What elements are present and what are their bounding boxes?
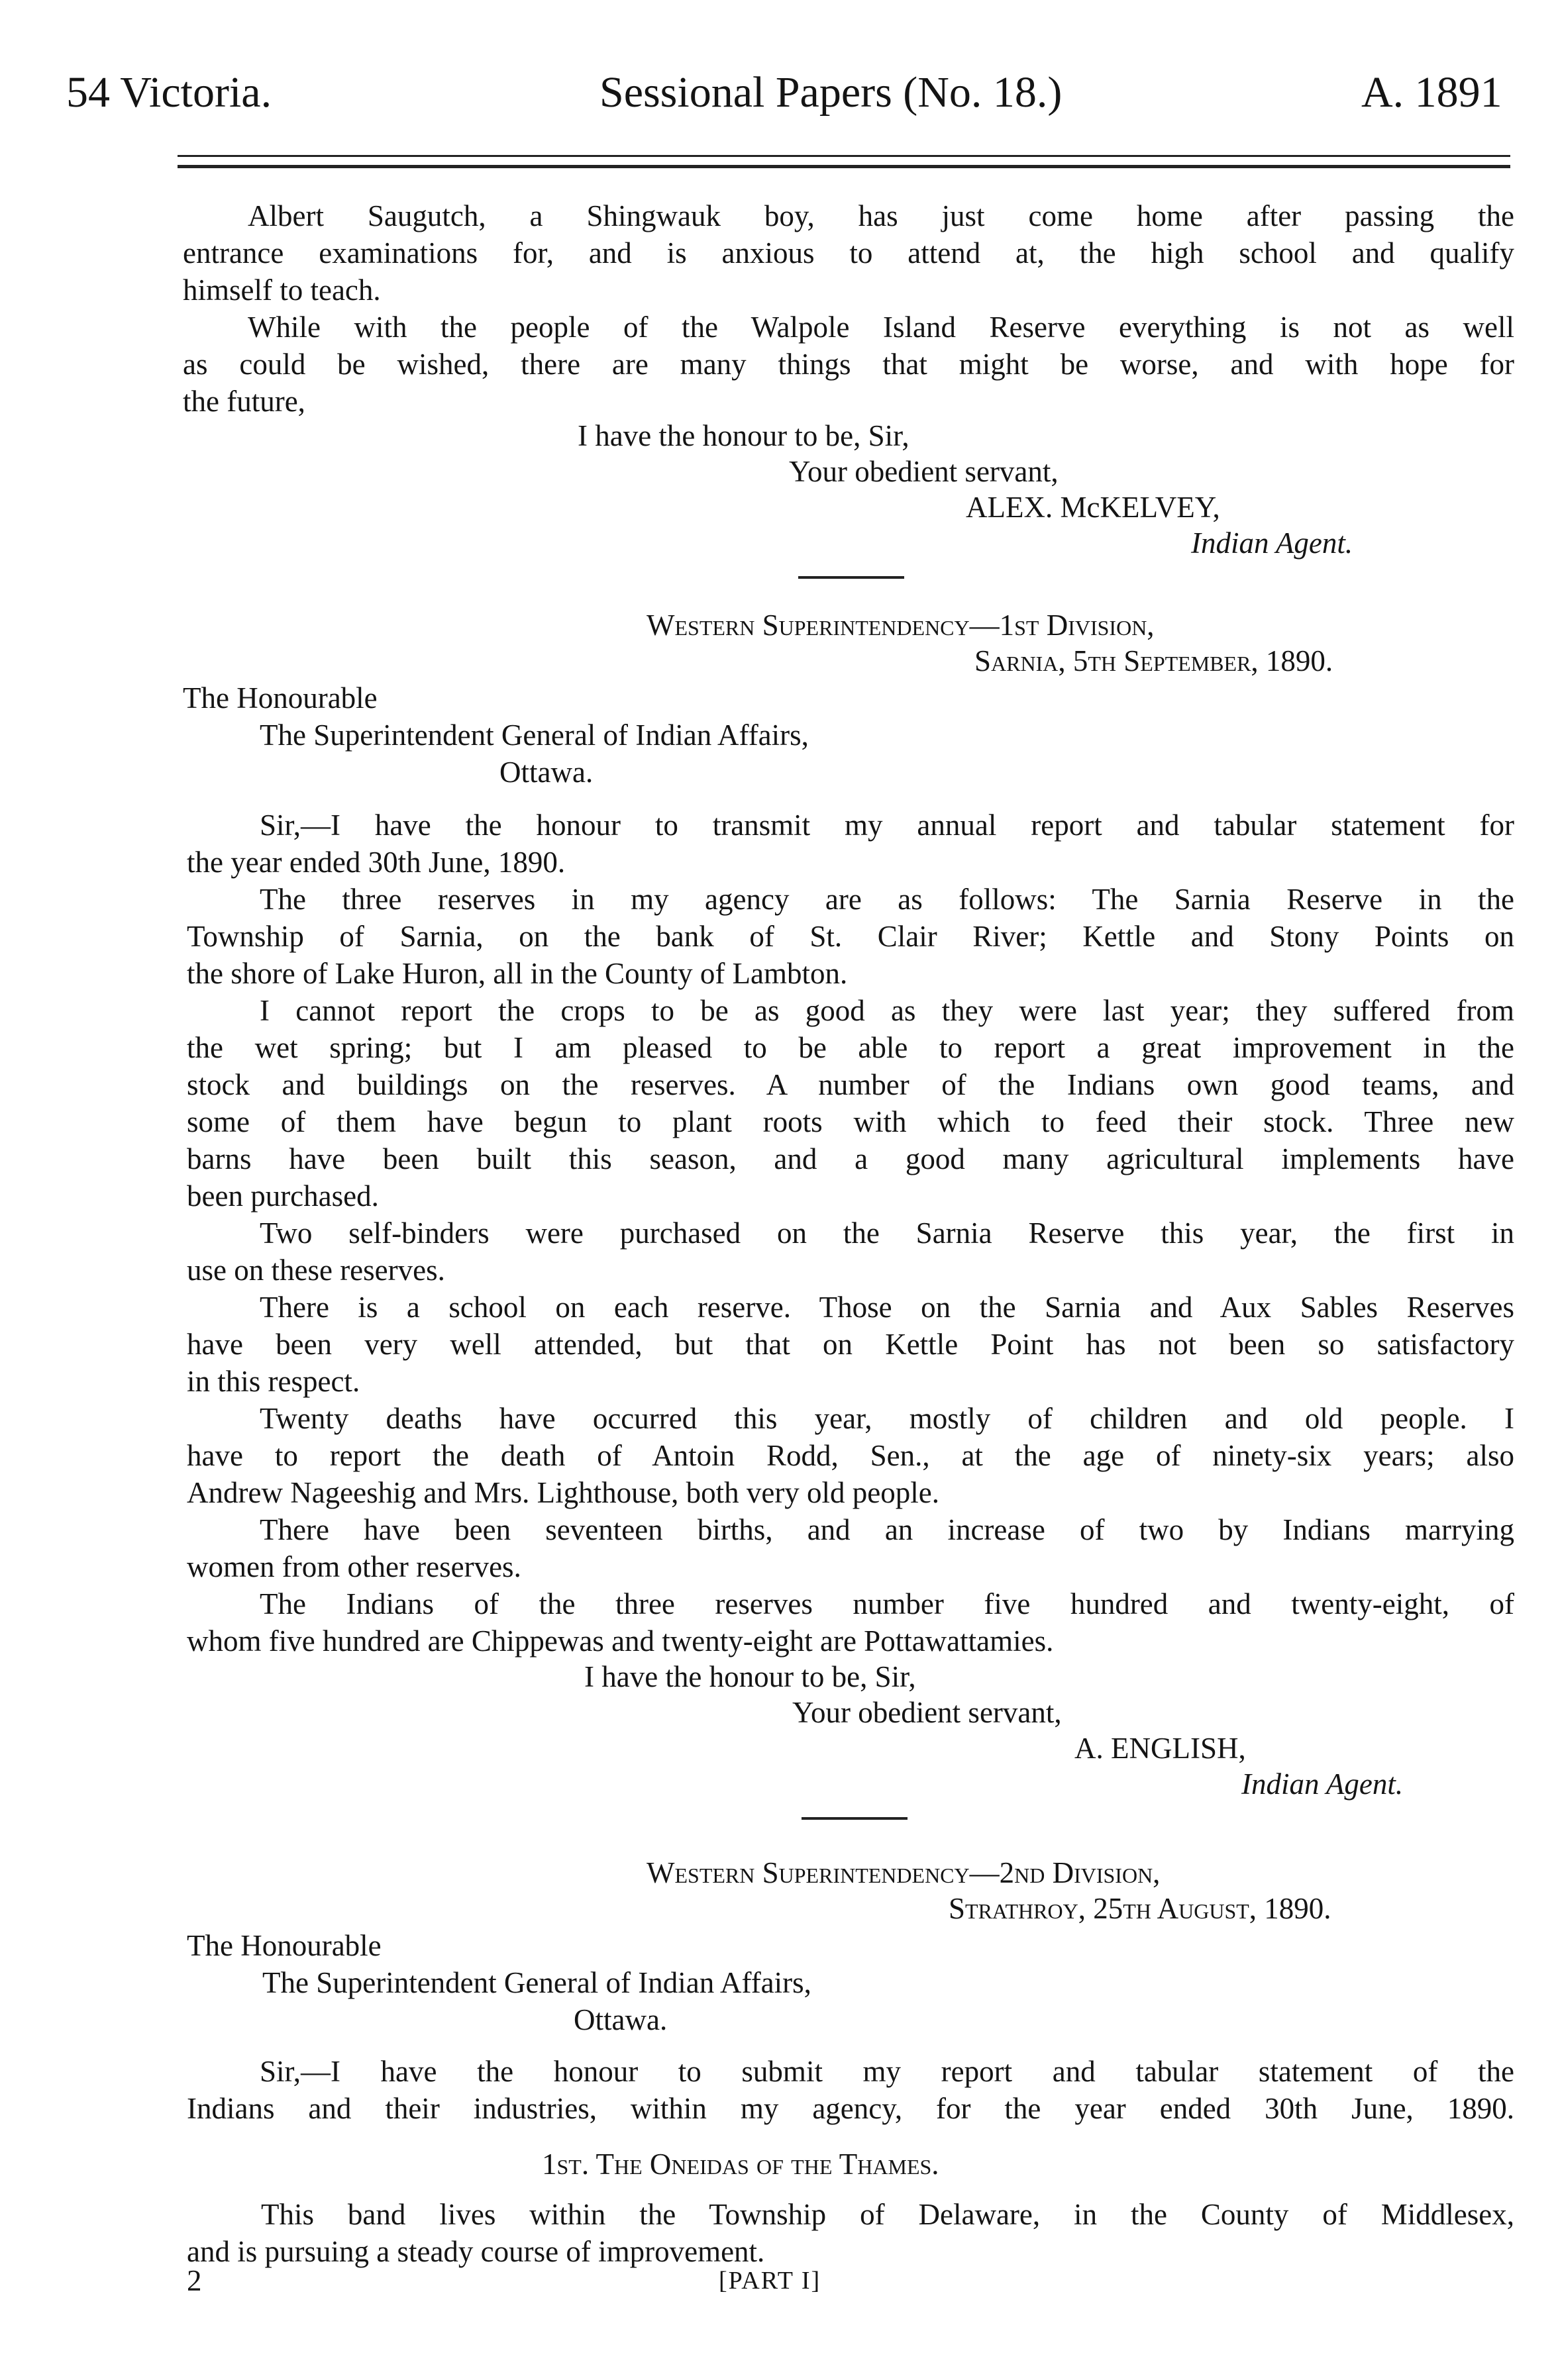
- paragraph-line: have to report the death of Antoin Rodd, Sen., at the age of ninety-six years; also: [187, 1439, 1514, 1472]
- paragraph-line: While with the people of the Walpole Island Reserve everything is not as well: [248, 311, 1514, 344]
- header-volume: 54 Victoria.: [66, 68, 272, 117]
- header-year: A. 1891: [1361, 68, 1502, 117]
- address-line: The Superintendent General of Indian Affairs,: [262, 1966, 811, 1999]
- signature-title: Indian Agent.: [1241, 1767, 1404, 1801]
- paragraph-line: the future,: [183, 385, 305, 418]
- paragraph-line: This band lives within the Township of Delaware, in the County of Middlesex,: [261, 2198, 1514, 2231]
- servant-line: Your obedient servant,: [792, 1696, 1062, 1729]
- paragraph-line: The three reserves in my agency are as follows: The Sarnia Reserve in the: [260, 883, 1514, 916]
- paragraph-line: Sir,—I have the honour to submit my report and tabular statement of the: [260, 2055, 1514, 2088]
- section-separator: [798, 576, 904, 579]
- header-title: Sessional Papers (No. 18.): [599, 68, 1063, 117]
- paragraph-line: as could be wished, there are many things that might be worse, and with hope for: [183, 348, 1514, 381]
- address-line: The Superintendent General of Indian Affairs,: [260, 719, 809, 752]
- signature: ALEX. McKELVEY,: [966, 491, 1220, 524]
- address-line: The Honourable: [187, 1929, 382, 1962]
- signature-title: Indian Agent.: [1191, 526, 1353, 560]
- letter-heading: Western Superintendency—2nd Division,: [647, 1856, 1161, 1889]
- paragraph-line: the wet spring; but I am pleased to be able to report a great improvement in the: [187, 1031, 1514, 1064]
- paragraph-line: some of them have begun to plant roots with which to feed their stock. Three new: [187, 1105, 1514, 1138]
- place-date-text: Sarnia, 5th September, 1890.: [974, 644, 1333, 677]
- paragraph-line: entrance examinations for, and is anxious to attend at, the high school and qualify: [183, 236, 1514, 270]
- paragraph-line: Twenty deaths have occurred this year, mostly of children and old people. I: [260, 1402, 1514, 1435]
- place-date: [974, 642, 1333, 679]
- section-title: 1st. The Oneidas of the Thames.: [542, 2148, 939, 2181]
- servant-line: Your obedient servant,: [789, 455, 1059, 488]
- paragraph-line: the shore of Lake Huron, all in the County of Lambton.: [187, 957, 848, 990]
- letter-heading: Western Superintendency—1st Division,: [647, 609, 1155, 642]
- closing-line: I have the honour to be, Sir,: [584, 1660, 916, 1693]
- paragraph-line: whom five hundred are Chippewas and twenty-eight are Pottawattamies.: [187, 1624, 1054, 1658]
- paragraph-line: Township of Sarnia, on the bank of St. Clair River; Kettle and Stony Points on: [187, 920, 1514, 953]
- paragraph-line: women from other reserves.: [187, 1550, 521, 1583]
- section-separator: [802, 1817, 908, 1820]
- paragraph-line: himself to teach.: [183, 273, 381, 307]
- paragraph-line: Sir,—I have the honour to transmit my annual report and tabular statement for: [260, 809, 1514, 842]
- paragraph-line: been purchased.: [187, 1179, 379, 1213]
- paragraph-line: Two self-binders were purchased on the Sarnia Reserve this year, the first in: [260, 1216, 1514, 1250]
- address-line: Ottawa.: [499, 756, 594, 789]
- paragraph-line: Indians and their industries, within my agency, for the year ended 30th June, 1890.: [187, 2092, 1514, 2125]
- address-line: Ottawa.: [574, 2003, 668, 2036]
- paragraph-line: have been very well attended, but that on Kettle Point has not been so satisfactory: [187, 1328, 1514, 1361]
- paragraph-line: in this respect.: [187, 1365, 360, 1398]
- paragraph-line: use on these reserves.: [187, 1254, 445, 1287]
- paragraph-line: the year ended 30th June, 1890.: [187, 846, 566, 879]
- sheet-number: 2: [187, 2264, 202, 2297]
- closing-line: I have the honour to be, Sir,: [578, 419, 909, 452]
- header-rule-thick: [178, 165, 1510, 168]
- part-mark: [PART I]: [719, 2267, 821, 2295]
- paragraph-line: I cannot report the crops to be as good as they were last year; they suffered from: [260, 994, 1514, 1027]
- paragraph-line: Andrew Nageeshig and Mrs. Lighthouse, both very old people.: [187, 1476, 940, 1509]
- paragraph-line: The Indians of the three reserves number five hundred and twenty-eight, of: [260, 1587, 1514, 1620]
- place-date: [949, 1890, 1331, 1927]
- place-date-text: Strathroy, 25th August, 1890.: [949, 1892, 1331, 1925]
- paragraph-line: stock and buildings on the reserves. A number of the Indians own good teams, and: [187, 1068, 1514, 1101]
- paragraph-line: barns have been built this season, and a good many agricultural implements have: [187, 1142, 1514, 1175]
- signature: A. ENGLISH,: [1074, 1732, 1246, 1765]
- paragraph-line: and is pursuing a steady course of improvement.: [187, 2235, 765, 2268]
- paragraph-line: There have been seventeen births, and an increase of two by Indians marrying: [260, 1513, 1514, 1546]
- paragraph-line: Albert Saugutch, a Shingwauk boy, has just come home after passing the: [248, 199, 1514, 232]
- header-rule-thin: [178, 155, 1510, 157]
- address-line: The Honourable: [183, 681, 378, 715]
- paragraph-line: There is a school on each reserve. Those on the Sarnia and Aux Sables Reserves: [260, 1291, 1514, 1324]
